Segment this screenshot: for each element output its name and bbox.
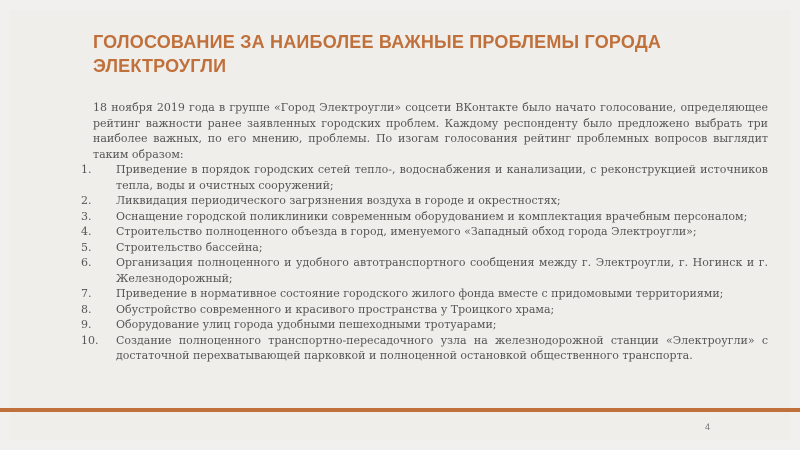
intro-paragraph: 18 ноября 2019 года в группе «Город Электроугли» соцсети ВКонтакте было начато голосование, определяющее рейтинг важности ранее заявленных городских проблем. Каждому респонденту было предложено выбрать три наиболее важных, по его мнению, проблемы. По изогам голосования рейтинг проблемных вопросов выглядит таким образом: [93,101,768,161]
list-item-number: 6. [81,256,92,269]
list-item-text: Приведение в нормативное состояние городского жилого фонда вместе с придомовыми территориями; [116,287,724,300]
list-item-text: Приведение в порядок городских сетей тепло-, водоснабжения и канализации, с реконструкцией источников тепла, воды и очистных сооружений; [116,163,768,192]
list-item-text: Оснащение городской поликлиники современным оборудованием и комплектация врачебным персоналом; [116,209,748,223]
page-number: 4 [704,422,710,432]
list-item [81,286,768,302]
list-item-number: 3. [81,209,92,223]
list-item [81,255,768,286]
list-item-text: Строительство полноценного объезда в город, именуемого «Западный обход города Электроугли»; [116,225,697,238]
list-item-number: 1. [81,163,92,176]
list-item [81,193,768,209]
list-item-text: Ликвидация периодического загрязнения воздуха в городе и окрестностях; [116,194,561,207]
list-item-number: 10. [81,333,99,347]
list-item [81,302,768,318]
list-item [81,333,768,364]
list-item-text: Оборудование улиц города удобными пешеходными тротуарами; [116,318,497,331]
slide-title: ГОЛОСОВАНИЕ ЗА НАИБОЛЕЕ ВАЖНЫЕ ПРОБЛЕМЫ ГОРОДА ЭЛЕКТРОУГЛИ [93,32,662,76]
list-item [81,240,768,256]
list-item-text: Строительство бассейна; [116,240,263,254]
slide-content [81,100,768,364]
list-item [81,162,768,193]
list-item-text: Организация полноценного и удобного автотранспортного сообщения между г. Электроугли, г. Ногинск и г. Железнодорожный; [116,256,768,285]
list-item [81,224,768,240]
list-item [81,317,768,333]
list-item-text: Создание полноценного транспортно-пересадочного узла на железнодорожной станции «Электроугли» с достаточной перехватывающей парковкой и полноценной остановкой общественного транспорта. [116,333,768,362]
list-item-text: Обустройство современного и красивого пространства у Троицкого храма; [116,302,555,316]
ranking-list [81,162,768,364]
list-item-number: 9. [81,318,92,331]
bottom-accent-bar [0,408,800,412]
list-item-number: 2. [81,194,92,207]
list-item-number: 4. [81,225,92,238]
list-item-number: 7. [81,287,92,300]
list-item-number: 5. [81,240,92,254]
list-item-number: 8. [81,302,92,316]
list-item [81,209,768,225]
